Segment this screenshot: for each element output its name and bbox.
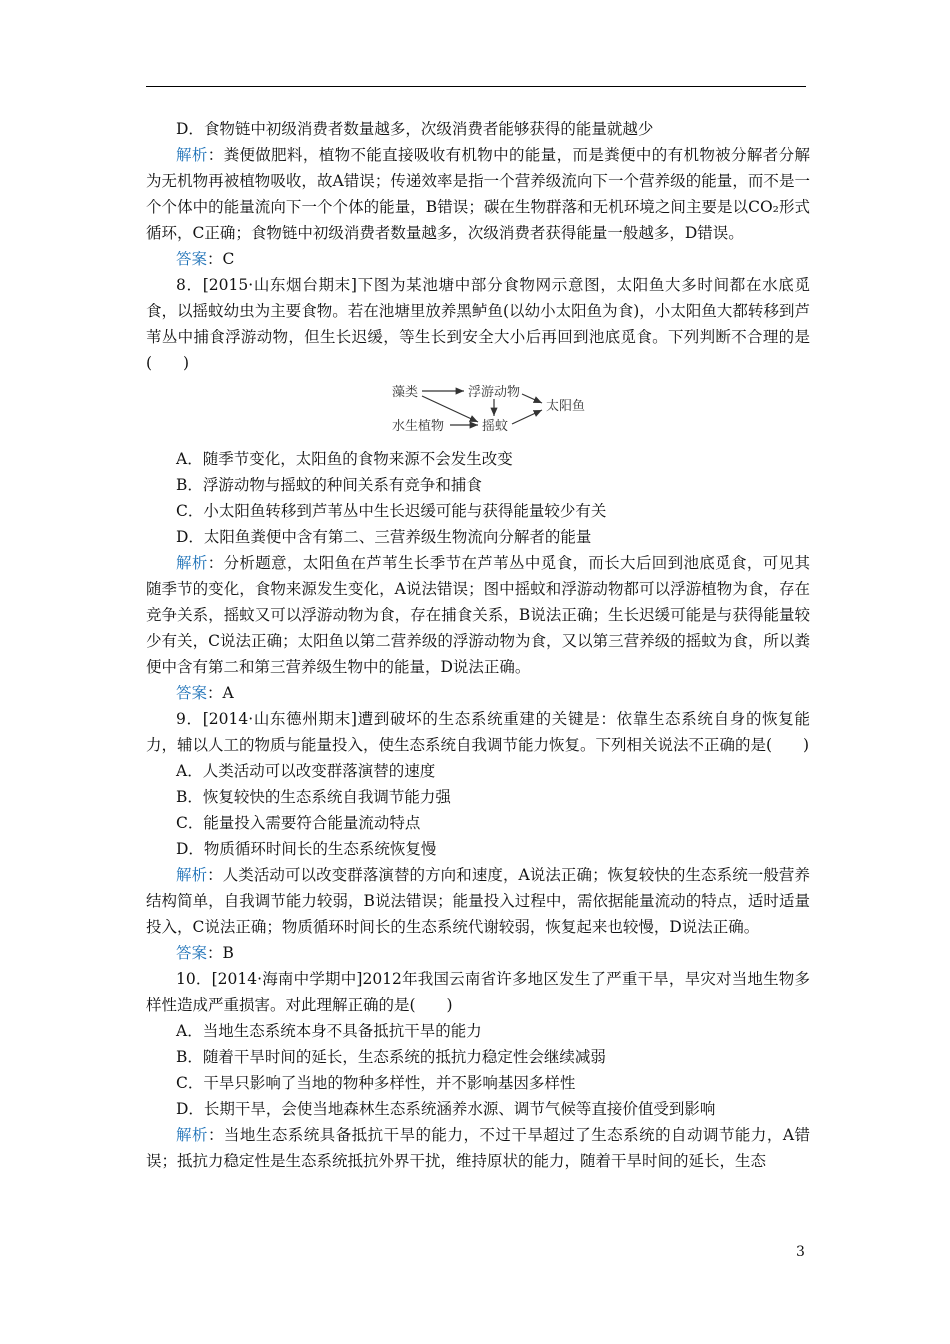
analysis-label: 解析 <box>176 554 208 572</box>
page-content <box>146 116 810 1174</box>
q10-option-d: D．长期干旱，会使当地森林生态系统涵养水源、调节气候等直接价值受到影响 <box>176 1100 716 1118</box>
page-number: 3 <box>796 1244 805 1260</box>
header-rule <box>146 86 806 87</box>
answer-text: ：A <box>207 684 234 702</box>
analysis-text: ：分析题意，太阳鱼在芦苇生长季节在芦苇丛中觅食，而长大后回到池底觅食，可见其随季节的变化，食物来源发生变化，A说法错误；图中摇蚊和浮游动物都可以浮游植物为食，存在竞争关系，摇蚊又可以浮游动物为食，存在捕食关系，B说法正确；生长迟缓可能是与获得能量较少有关，C说法正确；太阳鱼以第二营养级的浮游动物为食，又以第三营养级的摇蚊为食，所以粪便中含有第二和第三营养级生物中的能量，D说法正确。 <box>146 554 810 676</box>
prev-answer <box>176 246 810 272</box>
q9-answer <box>176 940 810 966</box>
node-algae: 藻类 <box>392 385 419 400</box>
edge-zooplankton-sunfish <box>522 394 542 403</box>
q10-option-c: C．干旱只影响了当地的物种多样性，并不影响基因多样性 <box>176 1074 576 1092</box>
prev-option-d: D．食物链中初级消费者数量越多，次级消费者能够获得的能量就越少 <box>176 120 654 138</box>
q10-option-b: B．随着干旱时间的延长，生态系统的抵抗力稳定性会继续减弱 <box>176 1048 606 1066</box>
q9-option-a: A．人类活动可以改变群落演替的速度 <box>176 762 436 780</box>
q10-stem: 10．[2014·海南中学期中]2012年我国云南省许多地区发生了严重干旱，旱灾对当地生物多样性造成严重损害。对此理解正确的是( ) <box>146 970 810 1014</box>
prev-analysis <box>146 142 810 246</box>
node-zooplankton: 浮游动物 <box>468 385 521 400</box>
q8-option-d: D．太阳鱼粪便中含有第二、三营养级生物流向分解者的能量 <box>176 528 592 546</box>
q8-option-a: A．随季节变化，太阳鱼的食物来源不会发生改变 <box>176 450 513 468</box>
answer-label: 答案 <box>176 250 208 268</box>
q9-stem: 9．[2014·山东德州期末]遭到破坏的生态系统重建的关键是：依靠生态系统自身的恢复能力，辅以人工的物质与能量投入，使生态系统自我调节能力恢复。下列相关说法不正确的是( ) <box>146 710 810 754</box>
node-midge: 摇蚊 <box>482 419 509 434</box>
q8-option-c: C．小太阳鱼转移到芦苇丛中生长迟缓可能与获得能量较少有关 <box>176 502 607 520</box>
food-web-diagram <box>146 378 810 440</box>
food-web-svg <box>146 378 810 440</box>
q8-answer <box>176 680 810 706</box>
q9-option-d: D．物质循环时间长的生态系统恢复慢 <box>176 840 437 858</box>
answer-label: 答案 <box>176 684 208 702</box>
q9-analysis <box>146 862 810 940</box>
q9-option-b: B．恢复较快的生态系统自我调节能力强 <box>176 788 451 806</box>
analysis-label: 解析 <box>176 866 208 884</box>
node-aquatic-plants: 水生植物 <box>392 419 445 434</box>
q8-analysis <box>146 550 810 680</box>
analysis-text: ：当地生态系统具备抵抗干旱的能力，不过干旱超过了生态系统的自动调节能力，A错误；抵抗力稳定性是生态系统抵抗外界干扰，维持原状的能力，随着干旱时间的延长，生态 <box>146 1126 810 1170</box>
analysis-label: 解析 <box>176 1126 208 1144</box>
q8-option-b: B．浮游动物与摇蚊的种间关系有竞争和捕食 <box>176 476 482 494</box>
q9-option-c: C．能量投入需要符合能量流动特点 <box>176 814 421 832</box>
q8-stem: 8．[2015·山东烟台期末]下图为某池塘中部分食物网示意图，太阳鱼大多时间都在水底觅食，以摇蚊幼虫为主要食物。若在池塘里放养黑鲈鱼(以幼小太阳鱼为食)，小太阳鱼大都转移到芦苇丛中捕食浮游动物，但生长迟缓，等生长到安全大小后再回到池底觅食。下列判断不合理的是( ) <box>146 276 810 372</box>
answer-text: ：C <box>207 250 235 268</box>
q10-analysis <box>146 1122 810 1174</box>
analysis-text: ：人类活动可以改变群落演替的方向和速度，A说法正确；恢复较快的生态系统一般营养结构简单，自我调节能力较弱，B说法错误；能量投入过程中，需依据能量流动的特点，适时适量投入，C说法正确；物质循环时间长的生态系统代谢较弱，恢复起来也较慢，D说法正确。 <box>146 866 810 936</box>
answer-text: ：B <box>207 944 234 962</box>
analysis-text: ：粪便做肥料，植物不能直接吸收有机物中的能量，而是粪便中的有机物被分解者分解为无机物再被植物吸收，故A错误；传递效率是指一个营养级流向下一个营养级的能量，而不是一个个体中的能量流向下一个个体的能量，B错误；碳在生物群落和无机环境之间主要是以CO₂形式循环，C正确；食物链中初级消费者数量越多，次级消费者获得能量一般越多，D错误。 <box>146 146 810 242</box>
edge-midge-sunfish <box>512 410 542 424</box>
answer-label: 答案 <box>176 944 208 962</box>
q10-option-a: A．当地生态系统本身不具备抵抗干旱的能力 <box>176 1022 482 1040</box>
node-sunfish: 太阳鱼 <box>546 399 586 414</box>
analysis-label: 解析 <box>176 146 208 164</box>
